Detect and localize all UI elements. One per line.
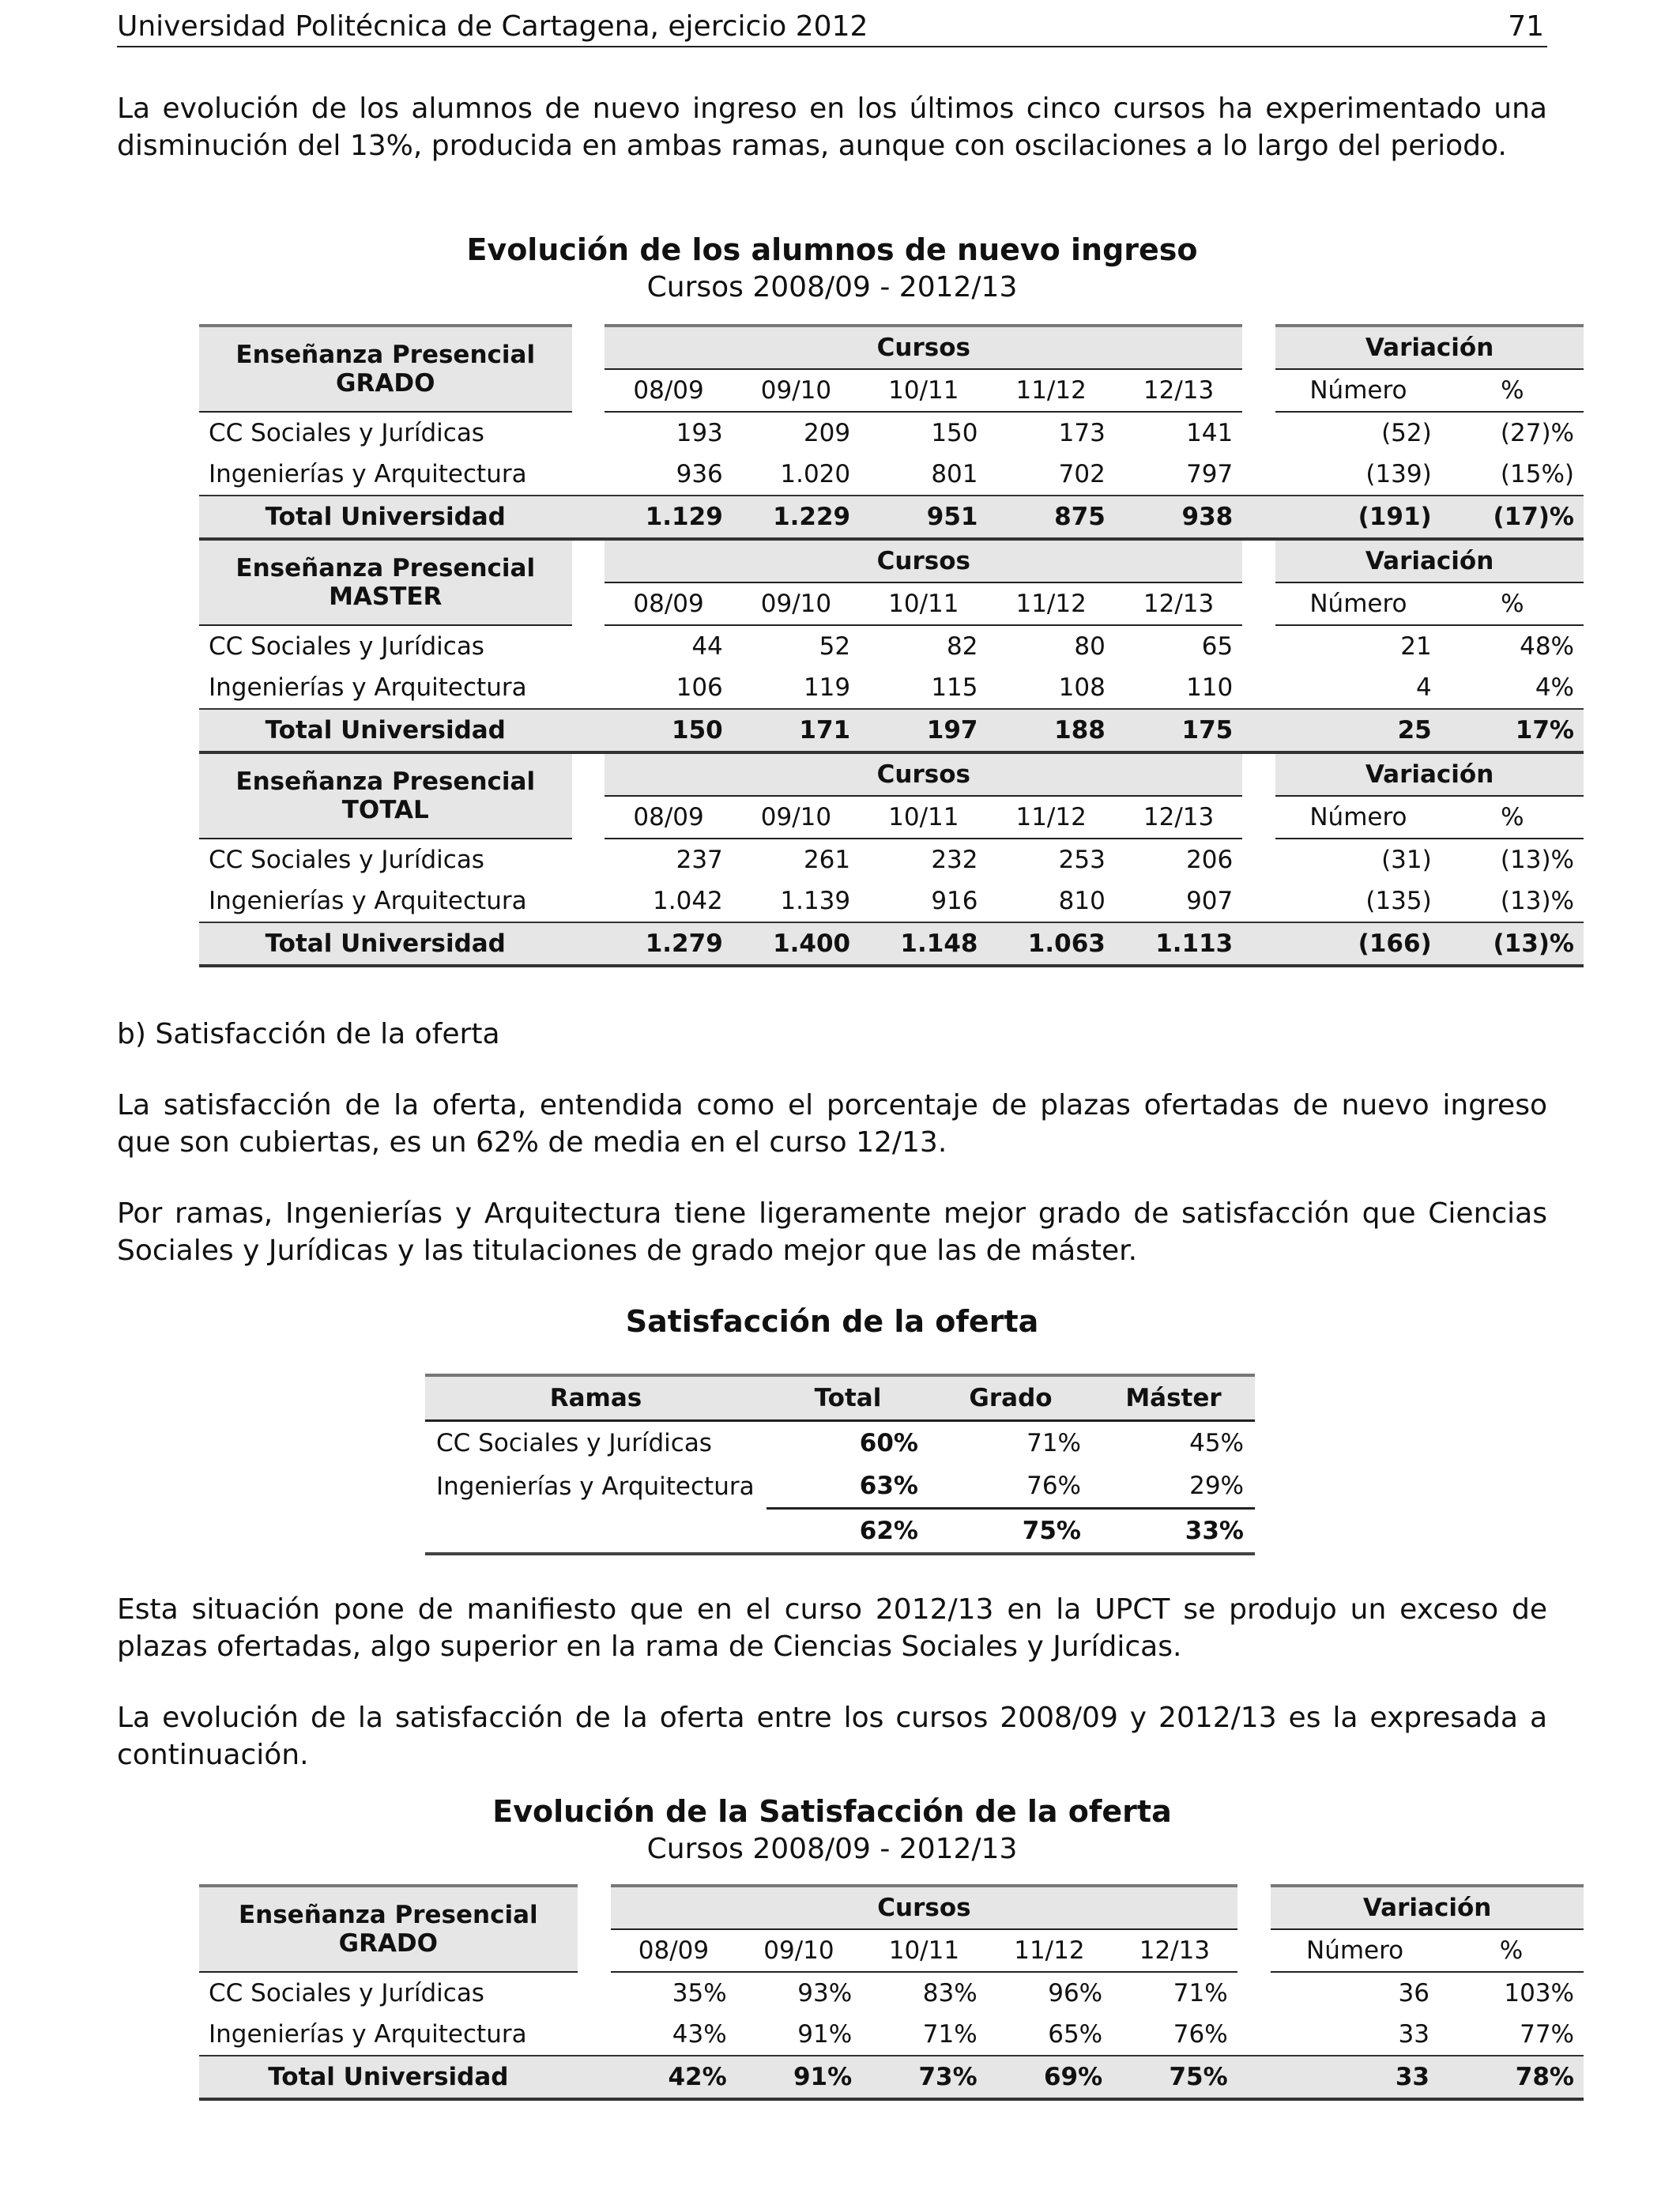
row-label: Ingenierías y Arquitectura — [209, 673, 527, 702]
cell-value: 71% — [922, 2020, 977, 2049]
cell-master: 45% — [1189, 1429, 1244, 1457]
cell-value: 206 — [1186, 846, 1234, 874]
group-head-line1: Enseñanza Presencial — [238, 1901, 538, 1929]
group-head-row — [199, 326, 1584, 369]
spacer — [1242, 539, 1275, 582]
cell-pct: (15%) — [1500, 460, 1574, 488]
row-label: Ingenierías y Arquitectura — [209, 2020, 527, 2049]
cell-numero: 33 — [1398, 2020, 1430, 2049]
cell-value: 875 — [987, 496, 1114, 539]
cell-value: 175 — [1115, 709, 1242, 752]
spacer — [578, 1886, 612, 1929]
table-nuevo-ingreso — [199, 324, 1584, 967]
group-head-line1: Enseñanza Presencial — [235, 767, 536, 796]
numero-header: Número — [1275, 582, 1441, 625]
table3-subtitle: Cursos 2008/09 - 2012/13 — [646, 1833, 1018, 1865]
cursos-header: Cursos — [605, 326, 1242, 369]
year-header: 10/11 — [860, 582, 987, 625]
cursos-header: Cursos — [605, 752, 1242, 796]
year-header: 09/10 — [733, 369, 860, 412]
year-header: 08/09 — [611, 1929, 736, 1972]
empty-cell — [425, 1509, 767, 1555]
table-row — [199, 880, 1584, 922]
year-header: 12/13 — [1112, 1929, 1237, 1972]
table-row — [199, 412, 1584, 454]
cell-numero: (31) — [1381, 846, 1432, 874]
total-label: Total Universidad — [199, 2056, 578, 2099]
col-ramas: Ramas — [425, 1375, 767, 1421]
spacer — [572, 752, 605, 796]
cell-grado: 76% — [929, 1465, 1092, 1509]
spacer — [1242, 326, 1275, 369]
year-header: 11/12 — [987, 369, 1114, 412]
pct-header: % — [1441, 796, 1584, 839]
numero-header: Número — [1275, 796, 1441, 839]
table-row — [199, 454, 1584, 496]
cell-numero: (139) — [1365, 460, 1432, 488]
cell-value: 197 — [860, 709, 987, 752]
year-header: 08/09 — [605, 582, 732, 625]
year-header: 11/12 — [987, 796, 1114, 839]
table1-title: Evolución de los alumnos de nuevo ingreso — [466, 232, 1198, 267]
cell-value: 938 — [1115, 496, 1242, 539]
spacer — [578, 1972, 612, 2014]
spacer — [572, 496, 605, 539]
cell-numero: 21 — [1400, 632, 1432, 661]
cell-grado: 71% — [1026, 1429, 1081, 1457]
group-head-line2: GRADO — [338, 1929, 439, 1958]
cell-value: 702 — [1058, 460, 1106, 488]
spacer — [1242, 796, 1275, 839]
spacer — [1242, 922, 1275, 966]
year-header: 09/10 — [733, 582, 860, 625]
year-header: 11/12 — [987, 582, 1114, 625]
spacer — [1237, 1886, 1271, 1929]
table-row — [199, 839, 1584, 880]
cell-master: 29% — [1092, 1465, 1255, 1509]
cell-value: 52 — [819, 632, 851, 661]
cell-pct: 48% — [1520, 632, 1574, 661]
cell-value: 44 — [691, 632, 723, 661]
table3-title: Evolución de la Satisfacción de la oferta — [492, 1794, 1172, 1829]
cell-value: 907 — [1186, 887, 1234, 915]
cell-numero: (135) — [1365, 887, 1432, 915]
cell-value: 261 — [803, 846, 851, 874]
spacer — [578, 2014, 612, 2056]
cell-value: 83% — [922, 1979, 977, 2007]
spacer — [572, 412, 605, 454]
col-grado: Grado — [929, 1375, 1092, 1421]
cell-numero: 33 — [1271, 2056, 1439, 2099]
table-satisfaccion — [425, 1374, 1255, 1555]
spacer — [572, 625, 605, 667]
spacer — [572, 454, 605, 496]
cell-value: 171 — [733, 709, 860, 752]
row-label: Ingenierías y Arquitectura — [209, 460, 527, 488]
cell-value: 801 — [931, 460, 978, 488]
cell-pct: (27)% — [1500, 419, 1574, 447]
table-row — [425, 1465, 1255, 1509]
cell-total: 62% — [767, 1509, 929, 1555]
table-row — [199, 667, 1584, 709]
cell-pct: 17% — [1441, 709, 1584, 752]
spacer — [572, 839, 605, 880]
spacer — [1237, 2056, 1271, 2099]
row-label: CC Sociales y Jurídicas — [209, 846, 484, 874]
cell-value: 1.148 — [860, 922, 987, 966]
cell-value: 96% — [1048, 1979, 1103, 2007]
cell-value: 106 — [676, 673, 723, 702]
cell-value: 150 — [931, 419, 978, 447]
spacer — [1237, 1972, 1271, 2014]
cell-value: 76% — [1173, 2020, 1228, 2049]
group-label — [199, 1886, 578, 1972]
cell-pct: 4% — [1535, 673, 1574, 702]
col-master: Máster — [1092, 1375, 1255, 1421]
cell-pct: 77% — [1520, 2020, 1574, 2049]
table3-head-row — [199, 1886, 1584, 1929]
cell-value: 951 — [860, 496, 987, 539]
spacer — [572, 539, 605, 582]
cell-value: 150 — [605, 709, 732, 752]
cell-value: 93% — [797, 1979, 853, 2007]
paragraph-satisfaccion: La satisfacción de la oferta, entendida como el porcentaje de plazas ofertadas de nuevo ingreso que son cubiertas, es un 62% de media en el curso 12/13. — [117, 1089, 1547, 1159]
cell-value: 73% — [861, 2056, 986, 2099]
cell-value: 173 — [1058, 419, 1106, 447]
cursos-header: Cursos — [605, 539, 1242, 582]
cell-pct: 78% — [1439, 2056, 1584, 2099]
group-label — [199, 752, 572, 839]
pct-header: % — [1441, 582, 1584, 625]
cell-value: 82 — [947, 632, 978, 661]
cell-value: 119 — [803, 673, 851, 702]
cell-total: 63% — [767, 1465, 929, 1509]
year-header: 10/11 — [860, 369, 987, 412]
spacer — [1242, 496, 1275, 539]
cell-value: 188 — [987, 709, 1114, 752]
numero-header: Número — [1271, 1929, 1439, 1972]
cell-value: 1.020 — [780, 460, 851, 488]
total-row — [199, 709, 1584, 752]
cell-value: 1.063 — [987, 922, 1114, 966]
cell-master: 33% — [1092, 1509, 1255, 1555]
cell-total: 60% — [859, 1429, 918, 1457]
spacer — [1242, 839, 1275, 880]
cell-pct: 103% — [1504, 1979, 1574, 2007]
spacer — [1242, 582, 1275, 625]
table1-subtitle: Cursos 2008/09 - 2012/13 — [646, 271, 1018, 303]
cell-value: 1.279 — [605, 922, 732, 966]
cell-value: 43% — [672, 2020, 727, 2049]
spacer — [1242, 412, 1275, 454]
page-number: 71 — [1508, 10, 1544, 43]
group-head-row — [199, 752, 1584, 796]
year-header: 12/13 — [1115, 369, 1242, 412]
table3-total-row — [199, 2056, 1584, 2099]
cell-value: 1.042 — [653, 887, 723, 915]
page-header — [117, 8, 1547, 47]
group-head-line1: Enseñanza Presencial — [235, 341, 536, 369]
variacion-header: Variación — [1275, 539, 1584, 582]
cell-value: 91% — [797, 2020, 853, 2049]
spacer — [572, 326, 605, 369]
cell-value: 141 — [1186, 419, 1234, 447]
cell-value: 1.129 — [605, 496, 732, 539]
table-row — [425, 1421, 1255, 1465]
spacer — [1242, 454, 1275, 496]
cell-value: 1.229 — [733, 496, 860, 539]
cell-grado: 75% — [929, 1509, 1092, 1555]
row-label: CC Sociales y Jurídicas — [209, 419, 484, 447]
year-header: 11/12 — [987, 1929, 1112, 1972]
year-header: 08/09 — [605, 796, 732, 839]
paragraph-ramas: Por ramas, Ingenierías y Arquitectura tiene ligeramente mejor grado de satisfacción que Ciencias Sociales y Jurídicas y las titulaciones de grado mejor que las de máster. — [117, 1197, 1547, 1267]
spacer — [572, 880, 605, 922]
table-evolucion-satisfaccion — [199, 1884, 1584, 2101]
cell-value: 810 — [1058, 887, 1106, 915]
cell-value: 232 — [931, 846, 978, 874]
cell-pct: (17)% — [1441, 496, 1584, 539]
cell-value: 80 — [1074, 632, 1106, 661]
cell-value: 69% — [987, 2056, 1112, 2099]
variacion-header: Variación — [1271, 1886, 1584, 1929]
section-b-heading: b) Satisfacción de la oferta — [117, 1018, 500, 1050]
table-row — [199, 625, 1584, 667]
numero-header: Número — [1275, 369, 1441, 412]
total-row — [199, 922, 1584, 966]
cell-value: 916 — [931, 887, 978, 915]
total-label: Total Universidad — [199, 922, 572, 966]
cell-pct: (13)% — [1500, 887, 1574, 915]
pct-header: % — [1439, 1929, 1584, 1972]
cell-value: 209 — [803, 419, 851, 447]
variacion-header: Variación — [1275, 326, 1584, 369]
cell-numero: 25 — [1275, 709, 1441, 752]
table2-title: Satisfacción de la oferta — [625, 1304, 1039, 1339]
cell-numero: (52) — [1381, 419, 1432, 447]
cell-value: 91% — [736, 2056, 861, 2099]
year-header: 12/13 — [1115, 582, 1242, 625]
cursos-header: Cursos — [611, 1886, 1237, 1929]
col-total: Total — [767, 1375, 929, 1421]
cell-value: 110 — [1186, 673, 1234, 702]
total-row — [199, 496, 1584, 539]
row-label: Ingenierías y Arquitectura — [436, 1472, 755, 1501]
spacer — [1242, 667, 1275, 709]
cell-value: 1.113 — [1115, 922, 1242, 966]
table2-total-row — [425, 1509, 1255, 1555]
table2-header-row — [425, 1375, 1255, 1421]
spacer — [1242, 880, 1275, 922]
year-header: 10/11 — [861, 1929, 986, 1972]
group-label — [199, 326, 572, 412]
paragraph-intro: La evolución de los alumnos de nuevo ingreso en los últimos cinco cursos ha experimentado una disminución del 13%, producida en ambas ramas, aunque con oscilaciones a lo largo del periodo. — [117, 92, 1547, 162]
paragraph-evolucion: La evolución de la satisfacción de la oferta entre los cursos 2008/09 y 2012/13 es la expresada a continuación. — [117, 1702, 1547, 1771]
cell-numero: 4 — [1415, 673, 1432, 702]
spacer — [572, 796, 605, 839]
cell-numero: 36 — [1398, 1979, 1430, 2007]
paragraph-situacion: Esta situación pone de manifiesto que en el curso 2012/13 en la UPCT se produjo un exceso de plazas ofertadas, algo superior en la rama de Ciencias Sociales y Jurídicas. — [117, 1593, 1547, 1663]
spacer — [1237, 1929, 1271, 1972]
cell-pct: (13)% — [1441, 922, 1584, 966]
group-head-line2: TOTAL — [341, 796, 429, 824]
table-row — [199, 1972, 1584, 2014]
year-header: 09/10 — [733, 796, 860, 839]
spacer — [572, 667, 605, 709]
spacer — [1242, 369, 1275, 412]
cell-pct: (13)% — [1500, 846, 1574, 874]
spacer — [572, 582, 605, 625]
row-label: CC Sociales y Jurídicas — [209, 1979, 484, 2007]
row-label: CC Sociales y Jurídicas — [436, 1429, 712, 1457]
spacer — [578, 2056, 612, 2099]
cell-value: 108 — [1058, 673, 1106, 702]
year-header: 12/13 — [1115, 796, 1242, 839]
cell-numero: (166) — [1275, 922, 1441, 966]
header-title: Universidad Politécnica de Cartagena, ejercicio 2012 — [117, 10, 868, 43]
group-head-line2: GRADO — [336, 369, 435, 398]
group-label — [199, 539, 572, 625]
spacer — [572, 369, 605, 412]
cell-value: 65% — [1048, 2020, 1103, 2049]
year-header: 09/10 — [736, 1929, 861, 1972]
group-head-line1: Enseñanza Presencial — [235, 554, 536, 582]
spacer — [578, 1929, 612, 1972]
cell-value: 75% — [1112, 2056, 1237, 2099]
cell-value: 65 — [1201, 632, 1234, 661]
cell-value: 797 — [1186, 460, 1234, 488]
cell-value: 237 — [676, 846, 723, 874]
cell-value: 193 — [676, 419, 723, 447]
pct-header: % — [1441, 369, 1584, 412]
group-head-row — [199, 539, 1584, 582]
cell-value: 71% — [1173, 1979, 1228, 2007]
cell-value: 1.139 — [780, 887, 851, 915]
cell-numero: (191) — [1275, 496, 1441, 539]
row-label: CC Sociales y Jurídicas — [209, 632, 484, 661]
table-row — [199, 2014, 1584, 2056]
variacion-header: Variación — [1275, 752, 1584, 796]
group-head-line2: MASTER — [329, 582, 443, 611]
spacer — [1237, 2014, 1271, 2056]
year-header: 08/09 — [605, 369, 732, 412]
spacer — [1242, 709, 1275, 752]
cell-value: 35% — [672, 1979, 727, 2007]
total-label: Total Universidad — [199, 709, 572, 752]
total-label: Total Universidad — [199, 496, 572, 539]
cell-value: 42% — [611, 2056, 736, 2099]
cell-value: 115 — [931, 673, 978, 702]
spacer — [572, 709, 605, 752]
year-header: 10/11 — [860, 796, 987, 839]
cell-value: 253 — [1058, 846, 1106, 874]
cell-value: 1.400 — [733, 922, 860, 966]
spacer — [1242, 625, 1275, 667]
spacer — [1242, 752, 1275, 796]
cell-value: 936 — [676, 460, 723, 488]
row-label: Ingenierías y Arquitectura — [209, 887, 527, 915]
spacer — [572, 922, 605, 966]
